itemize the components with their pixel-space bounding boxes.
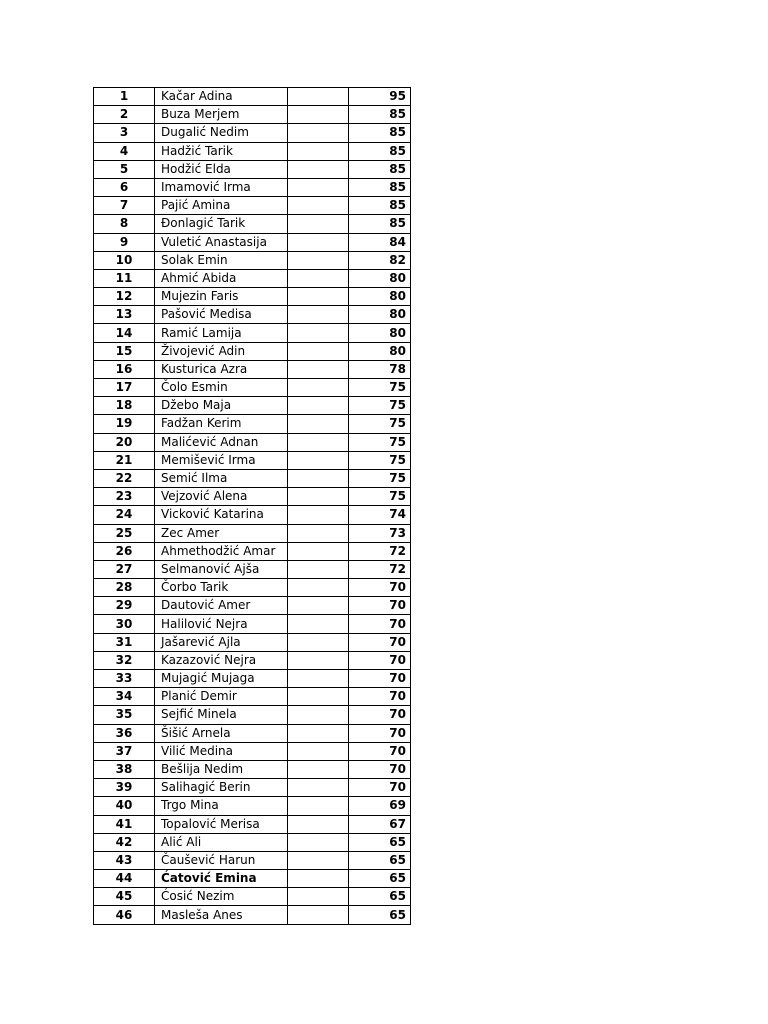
table-row bbox=[94, 233, 411, 251]
empty-cell bbox=[288, 324, 349, 342]
rank-cell: 1 bbox=[94, 88, 155, 106]
score-cell: 75 bbox=[349, 397, 411, 415]
empty-cell bbox=[288, 779, 349, 797]
rank-cell: 17 bbox=[94, 379, 155, 397]
name-cell: Dautović Amer bbox=[155, 597, 288, 615]
table-row bbox=[94, 542, 411, 560]
name-cell: Buza Merjem bbox=[155, 106, 288, 124]
table-row bbox=[94, 106, 411, 124]
score-cell: 65 bbox=[349, 888, 411, 906]
score-cell: 72 bbox=[349, 560, 411, 578]
name-cell: Ćatović Emina bbox=[155, 870, 288, 888]
score-cell: 85 bbox=[349, 106, 411, 124]
score-cell: 85 bbox=[349, 160, 411, 178]
table-row bbox=[94, 579, 411, 597]
table-row bbox=[94, 324, 411, 342]
score-cell: 70 bbox=[349, 742, 411, 760]
name-cell: Kazazović Nejra bbox=[155, 651, 288, 669]
rank-cell: 9 bbox=[94, 233, 155, 251]
rank-cell: 46 bbox=[94, 906, 155, 924]
rank-cell: 28 bbox=[94, 579, 155, 597]
name-cell: Semić Ilma bbox=[155, 469, 288, 487]
score-cell: 70 bbox=[349, 579, 411, 597]
table-row bbox=[94, 251, 411, 269]
empty-cell bbox=[288, 615, 349, 633]
table-row bbox=[94, 742, 411, 760]
table-row bbox=[94, 524, 411, 542]
table-row bbox=[94, 306, 411, 324]
table-row bbox=[94, 506, 411, 524]
empty-cell bbox=[288, 379, 349, 397]
empty-cell bbox=[288, 306, 349, 324]
name-cell: Kusturica Azra bbox=[155, 360, 288, 378]
table-row bbox=[94, 451, 411, 469]
name-cell: Selmanović Ajša bbox=[155, 560, 288, 578]
score-cell: 65 bbox=[349, 833, 411, 851]
table-row bbox=[94, 197, 411, 215]
empty-cell bbox=[288, 360, 349, 378]
score-cell: 65 bbox=[349, 906, 411, 924]
name-cell: Vicković Katarina bbox=[155, 506, 288, 524]
score-cell: 80 bbox=[349, 288, 411, 306]
empty-cell bbox=[288, 651, 349, 669]
empty-cell bbox=[288, 579, 349, 597]
score-cell: 85 bbox=[349, 142, 411, 160]
score-cell: 85 bbox=[349, 124, 411, 142]
score-cell: 70 bbox=[349, 760, 411, 778]
name-cell: Vilić Medina bbox=[155, 742, 288, 760]
table-row bbox=[94, 269, 411, 287]
table-row bbox=[94, 215, 411, 233]
score-cell: 70 bbox=[349, 724, 411, 742]
score-cell: 75 bbox=[349, 433, 411, 451]
rank-cell: 27 bbox=[94, 560, 155, 578]
rank-cell: 21 bbox=[94, 451, 155, 469]
rank-cell: 40 bbox=[94, 797, 155, 815]
empty-cell bbox=[288, 342, 349, 360]
results-table-body bbox=[94, 88, 411, 925]
rank-cell: 3 bbox=[94, 124, 155, 142]
empty-cell bbox=[288, 488, 349, 506]
empty-cell bbox=[288, 688, 349, 706]
table-row bbox=[94, 397, 411, 415]
rank-cell: 23 bbox=[94, 488, 155, 506]
rank-cell: 15 bbox=[94, 342, 155, 360]
rank-cell: 36 bbox=[94, 724, 155, 742]
score-cell: 80 bbox=[349, 306, 411, 324]
name-cell: Planić Demir bbox=[155, 688, 288, 706]
score-cell: 65 bbox=[349, 870, 411, 888]
score-cell: 65 bbox=[349, 851, 411, 869]
score-cell: 78 bbox=[349, 360, 411, 378]
table-row bbox=[94, 415, 411, 433]
name-cell: Hadžić Tarik bbox=[155, 142, 288, 160]
empty-cell bbox=[288, 724, 349, 742]
table-row bbox=[94, 88, 411, 106]
name-cell: Solak Emin bbox=[155, 251, 288, 269]
score-cell: 70 bbox=[349, 706, 411, 724]
table-row bbox=[94, 597, 411, 615]
rank-cell: 11 bbox=[94, 269, 155, 287]
rank-cell: 10 bbox=[94, 251, 155, 269]
name-cell: Alić Ali bbox=[155, 833, 288, 851]
rank-cell: 5 bbox=[94, 160, 155, 178]
name-cell: Ramić Lamija bbox=[155, 324, 288, 342]
empty-cell bbox=[288, 851, 349, 869]
rank-cell: 6 bbox=[94, 178, 155, 196]
name-cell: Pajić Amina bbox=[155, 197, 288, 215]
rank-cell: 18 bbox=[94, 397, 155, 415]
rank-cell: 16 bbox=[94, 360, 155, 378]
name-cell: Čolo Esmin bbox=[155, 379, 288, 397]
score-cell: 80 bbox=[349, 324, 411, 342]
name-cell: Ahmethodžić Amar bbox=[155, 542, 288, 560]
empty-cell bbox=[288, 215, 349, 233]
table-row bbox=[94, 360, 411, 378]
empty-cell bbox=[288, 142, 349, 160]
empty-cell bbox=[288, 670, 349, 688]
empty-cell bbox=[288, 251, 349, 269]
empty-cell bbox=[288, 88, 349, 106]
table-row bbox=[94, 433, 411, 451]
rank-cell: 8 bbox=[94, 215, 155, 233]
table-row bbox=[94, 142, 411, 160]
table-row bbox=[94, 379, 411, 397]
rank-cell: 19 bbox=[94, 415, 155, 433]
table-row bbox=[94, 178, 411, 196]
rank-cell: 38 bbox=[94, 760, 155, 778]
score-cell: 75 bbox=[349, 469, 411, 487]
empty-cell bbox=[288, 160, 349, 178]
empty-cell bbox=[288, 542, 349, 560]
score-cell: 84 bbox=[349, 233, 411, 251]
table-row bbox=[94, 888, 411, 906]
table-row bbox=[94, 815, 411, 833]
rank-cell: 7 bbox=[94, 197, 155, 215]
rank-cell: 13 bbox=[94, 306, 155, 324]
name-cell: Džebo Maja bbox=[155, 397, 288, 415]
rank-cell: 12 bbox=[94, 288, 155, 306]
rank-cell: 24 bbox=[94, 506, 155, 524]
name-cell: Kačar Adina bbox=[155, 88, 288, 106]
table-row bbox=[94, 560, 411, 578]
name-cell: Šišić Arnela bbox=[155, 724, 288, 742]
empty-cell bbox=[288, 269, 349, 287]
name-cell: Sejfić Minela bbox=[155, 706, 288, 724]
rank-cell: 29 bbox=[94, 597, 155, 615]
score-cell: 95 bbox=[349, 88, 411, 106]
score-cell: 75 bbox=[349, 379, 411, 397]
table-row bbox=[94, 651, 411, 669]
empty-cell bbox=[288, 742, 349, 760]
empty-cell bbox=[288, 560, 349, 578]
rank-cell: 45 bbox=[94, 888, 155, 906]
empty-cell bbox=[288, 233, 349, 251]
empty-cell bbox=[288, 197, 349, 215]
empty-cell bbox=[288, 469, 349, 487]
rank-cell: 41 bbox=[94, 815, 155, 833]
name-cell: Topalović Merisa bbox=[155, 815, 288, 833]
name-cell: Hodžić Elda bbox=[155, 160, 288, 178]
rank-cell: 31 bbox=[94, 633, 155, 651]
table-row bbox=[94, 760, 411, 778]
score-cell: 85 bbox=[349, 215, 411, 233]
name-cell: Mujagić Mujaga bbox=[155, 670, 288, 688]
score-cell: 70 bbox=[349, 670, 411, 688]
rank-cell: 33 bbox=[94, 670, 155, 688]
empty-cell bbox=[288, 397, 349, 415]
score-cell: 70 bbox=[349, 597, 411, 615]
results-table bbox=[93, 87, 411, 925]
empty-cell bbox=[288, 815, 349, 833]
score-cell: 70 bbox=[349, 688, 411, 706]
name-cell: Salihagić Berin bbox=[155, 779, 288, 797]
table-row bbox=[94, 833, 411, 851]
table-row bbox=[94, 706, 411, 724]
empty-cell bbox=[288, 451, 349, 469]
table-row bbox=[94, 688, 411, 706]
rank-cell: 34 bbox=[94, 688, 155, 706]
table-row bbox=[94, 670, 411, 688]
score-cell: 85 bbox=[349, 197, 411, 215]
name-cell: Mujezin Faris bbox=[155, 288, 288, 306]
name-cell: Malićević Adnan bbox=[155, 433, 288, 451]
table-row bbox=[94, 615, 411, 633]
score-cell: 82 bbox=[349, 251, 411, 269]
name-cell: Pašović Medisa bbox=[155, 306, 288, 324]
score-cell: 69 bbox=[349, 797, 411, 815]
name-cell: Ahmić Abida bbox=[155, 269, 288, 287]
rank-cell: 42 bbox=[94, 833, 155, 851]
name-cell: Vejzović Alena bbox=[155, 488, 288, 506]
empty-cell bbox=[288, 415, 349, 433]
rank-cell: 32 bbox=[94, 651, 155, 669]
empty-cell bbox=[288, 106, 349, 124]
score-cell: 85 bbox=[349, 178, 411, 196]
empty-cell bbox=[288, 524, 349, 542]
empty-cell bbox=[288, 506, 349, 524]
empty-cell bbox=[288, 124, 349, 142]
empty-cell bbox=[288, 288, 349, 306]
rank-cell: 44 bbox=[94, 870, 155, 888]
score-cell: 70 bbox=[349, 633, 411, 651]
rank-cell: 26 bbox=[94, 542, 155, 560]
rank-cell: 39 bbox=[94, 779, 155, 797]
name-cell: Zec Amer bbox=[155, 524, 288, 542]
table-row bbox=[94, 851, 411, 869]
score-cell: 75 bbox=[349, 415, 411, 433]
table-row bbox=[94, 724, 411, 742]
name-cell: Dugalić Nedim bbox=[155, 124, 288, 142]
table-row bbox=[94, 160, 411, 178]
empty-cell bbox=[288, 597, 349, 615]
name-cell: Đonlagić Tarik bbox=[155, 215, 288, 233]
score-cell: 75 bbox=[349, 488, 411, 506]
empty-cell bbox=[288, 870, 349, 888]
table-row bbox=[94, 906, 411, 924]
score-cell: 74 bbox=[349, 506, 411, 524]
name-cell: Fadžan Kerim bbox=[155, 415, 288, 433]
name-cell: Ćosić Nezim bbox=[155, 888, 288, 906]
name-cell: Halilović Nejra bbox=[155, 615, 288, 633]
score-cell: 80 bbox=[349, 269, 411, 287]
table-row bbox=[94, 870, 411, 888]
rank-cell: 25 bbox=[94, 524, 155, 542]
empty-cell bbox=[288, 833, 349, 851]
empty-cell bbox=[288, 633, 349, 651]
name-cell: Vuletić Anastasija bbox=[155, 233, 288, 251]
table-row bbox=[94, 779, 411, 797]
rank-cell: 30 bbox=[94, 615, 155, 633]
rank-cell: 43 bbox=[94, 851, 155, 869]
rank-cell: 22 bbox=[94, 469, 155, 487]
table-row bbox=[94, 288, 411, 306]
empty-cell bbox=[288, 760, 349, 778]
empty-cell bbox=[288, 906, 349, 924]
rank-cell: 2 bbox=[94, 106, 155, 124]
score-cell: 80 bbox=[349, 342, 411, 360]
score-cell: 73 bbox=[349, 524, 411, 542]
name-cell: Bešlija Nedim bbox=[155, 760, 288, 778]
name-cell: Jašarević Ajla bbox=[155, 633, 288, 651]
table-row bbox=[94, 124, 411, 142]
table-row bbox=[94, 797, 411, 815]
empty-cell bbox=[288, 888, 349, 906]
name-cell: Čaušević Harun bbox=[155, 851, 288, 869]
empty-cell bbox=[288, 797, 349, 815]
rank-cell: 37 bbox=[94, 742, 155, 760]
rank-cell: 35 bbox=[94, 706, 155, 724]
name-cell: Memišević Irma bbox=[155, 451, 288, 469]
score-cell: 75 bbox=[349, 451, 411, 469]
score-cell: 72 bbox=[349, 542, 411, 560]
rank-cell: 14 bbox=[94, 324, 155, 342]
name-cell: Masleša Anes bbox=[155, 906, 288, 924]
table-row bbox=[94, 488, 411, 506]
score-cell: 70 bbox=[349, 779, 411, 797]
empty-cell bbox=[288, 433, 349, 451]
score-cell: 67 bbox=[349, 815, 411, 833]
name-cell: Imamović Irma bbox=[155, 178, 288, 196]
rank-cell: 20 bbox=[94, 433, 155, 451]
score-cell: 70 bbox=[349, 651, 411, 669]
name-cell: Živojević Adin bbox=[155, 342, 288, 360]
score-cell: 70 bbox=[349, 615, 411, 633]
table-row bbox=[94, 469, 411, 487]
table-row bbox=[94, 633, 411, 651]
empty-cell bbox=[288, 706, 349, 724]
name-cell: Trgo Mina bbox=[155, 797, 288, 815]
name-cell: Čorbo Tarik bbox=[155, 579, 288, 597]
rank-cell: 4 bbox=[94, 142, 155, 160]
empty-cell bbox=[288, 178, 349, 196]
table-row bbox=[94, 342, 411, 360]
